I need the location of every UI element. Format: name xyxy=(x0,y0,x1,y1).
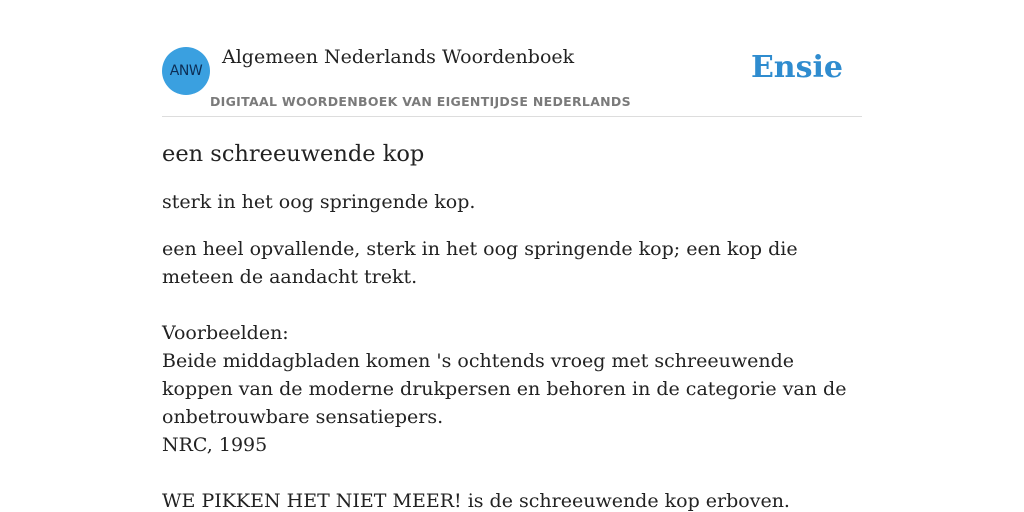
spacer xyxy=(162,291,862,319)
definition-text: een heel opvallende, sterk in het oog springende kop; een kop die meteen de aandacht trekt. xyxy=(162,238,798,288)
short-definition: sterk in het oog springende kop. xyxy=(162,191,476,213)
entry-headword: een schreeuwende kop xyxy=(162,141,425,167)
dictionary-title: Algemeen Nederlands Woordenboek xyxy=(222,46,575,68)
ensie-logo-link[interactable]: Ensie xyxy=(750,50,843,85)
examples-label: Voorbeelden: xyxy=(162,322,289,344)
example-text: WE PIKKEN HET NIET MEER! is de schreeuwende kop erboven. xyxy=(162,490,790,512)
example-source: NRC, 1995 xyxy=(162,434,268,456)
definition-body xyxy=(162,235,862,512)
site-header xyxy=(162,40,862,117)
entry-content xyxy=(162,138,862,512)
spacer xyxy=(162,459,862,487)
anw-logo[interactable]: ANW xyxy=(162,47,210,95)
example-text: Beide middagbladen komen 's ochtends vroeg met schreeuwende koppen van de moderne drukpersen en behoren in de categorie van de onbetrouwbare sensatiepers. xyxy=(162,350,847,428)
dictionary-subtitle: DIGITAAL WOORDENBOEK VAN EIGENTIJDSE NEDERLANDS xyxy=(210,94,631,109)
